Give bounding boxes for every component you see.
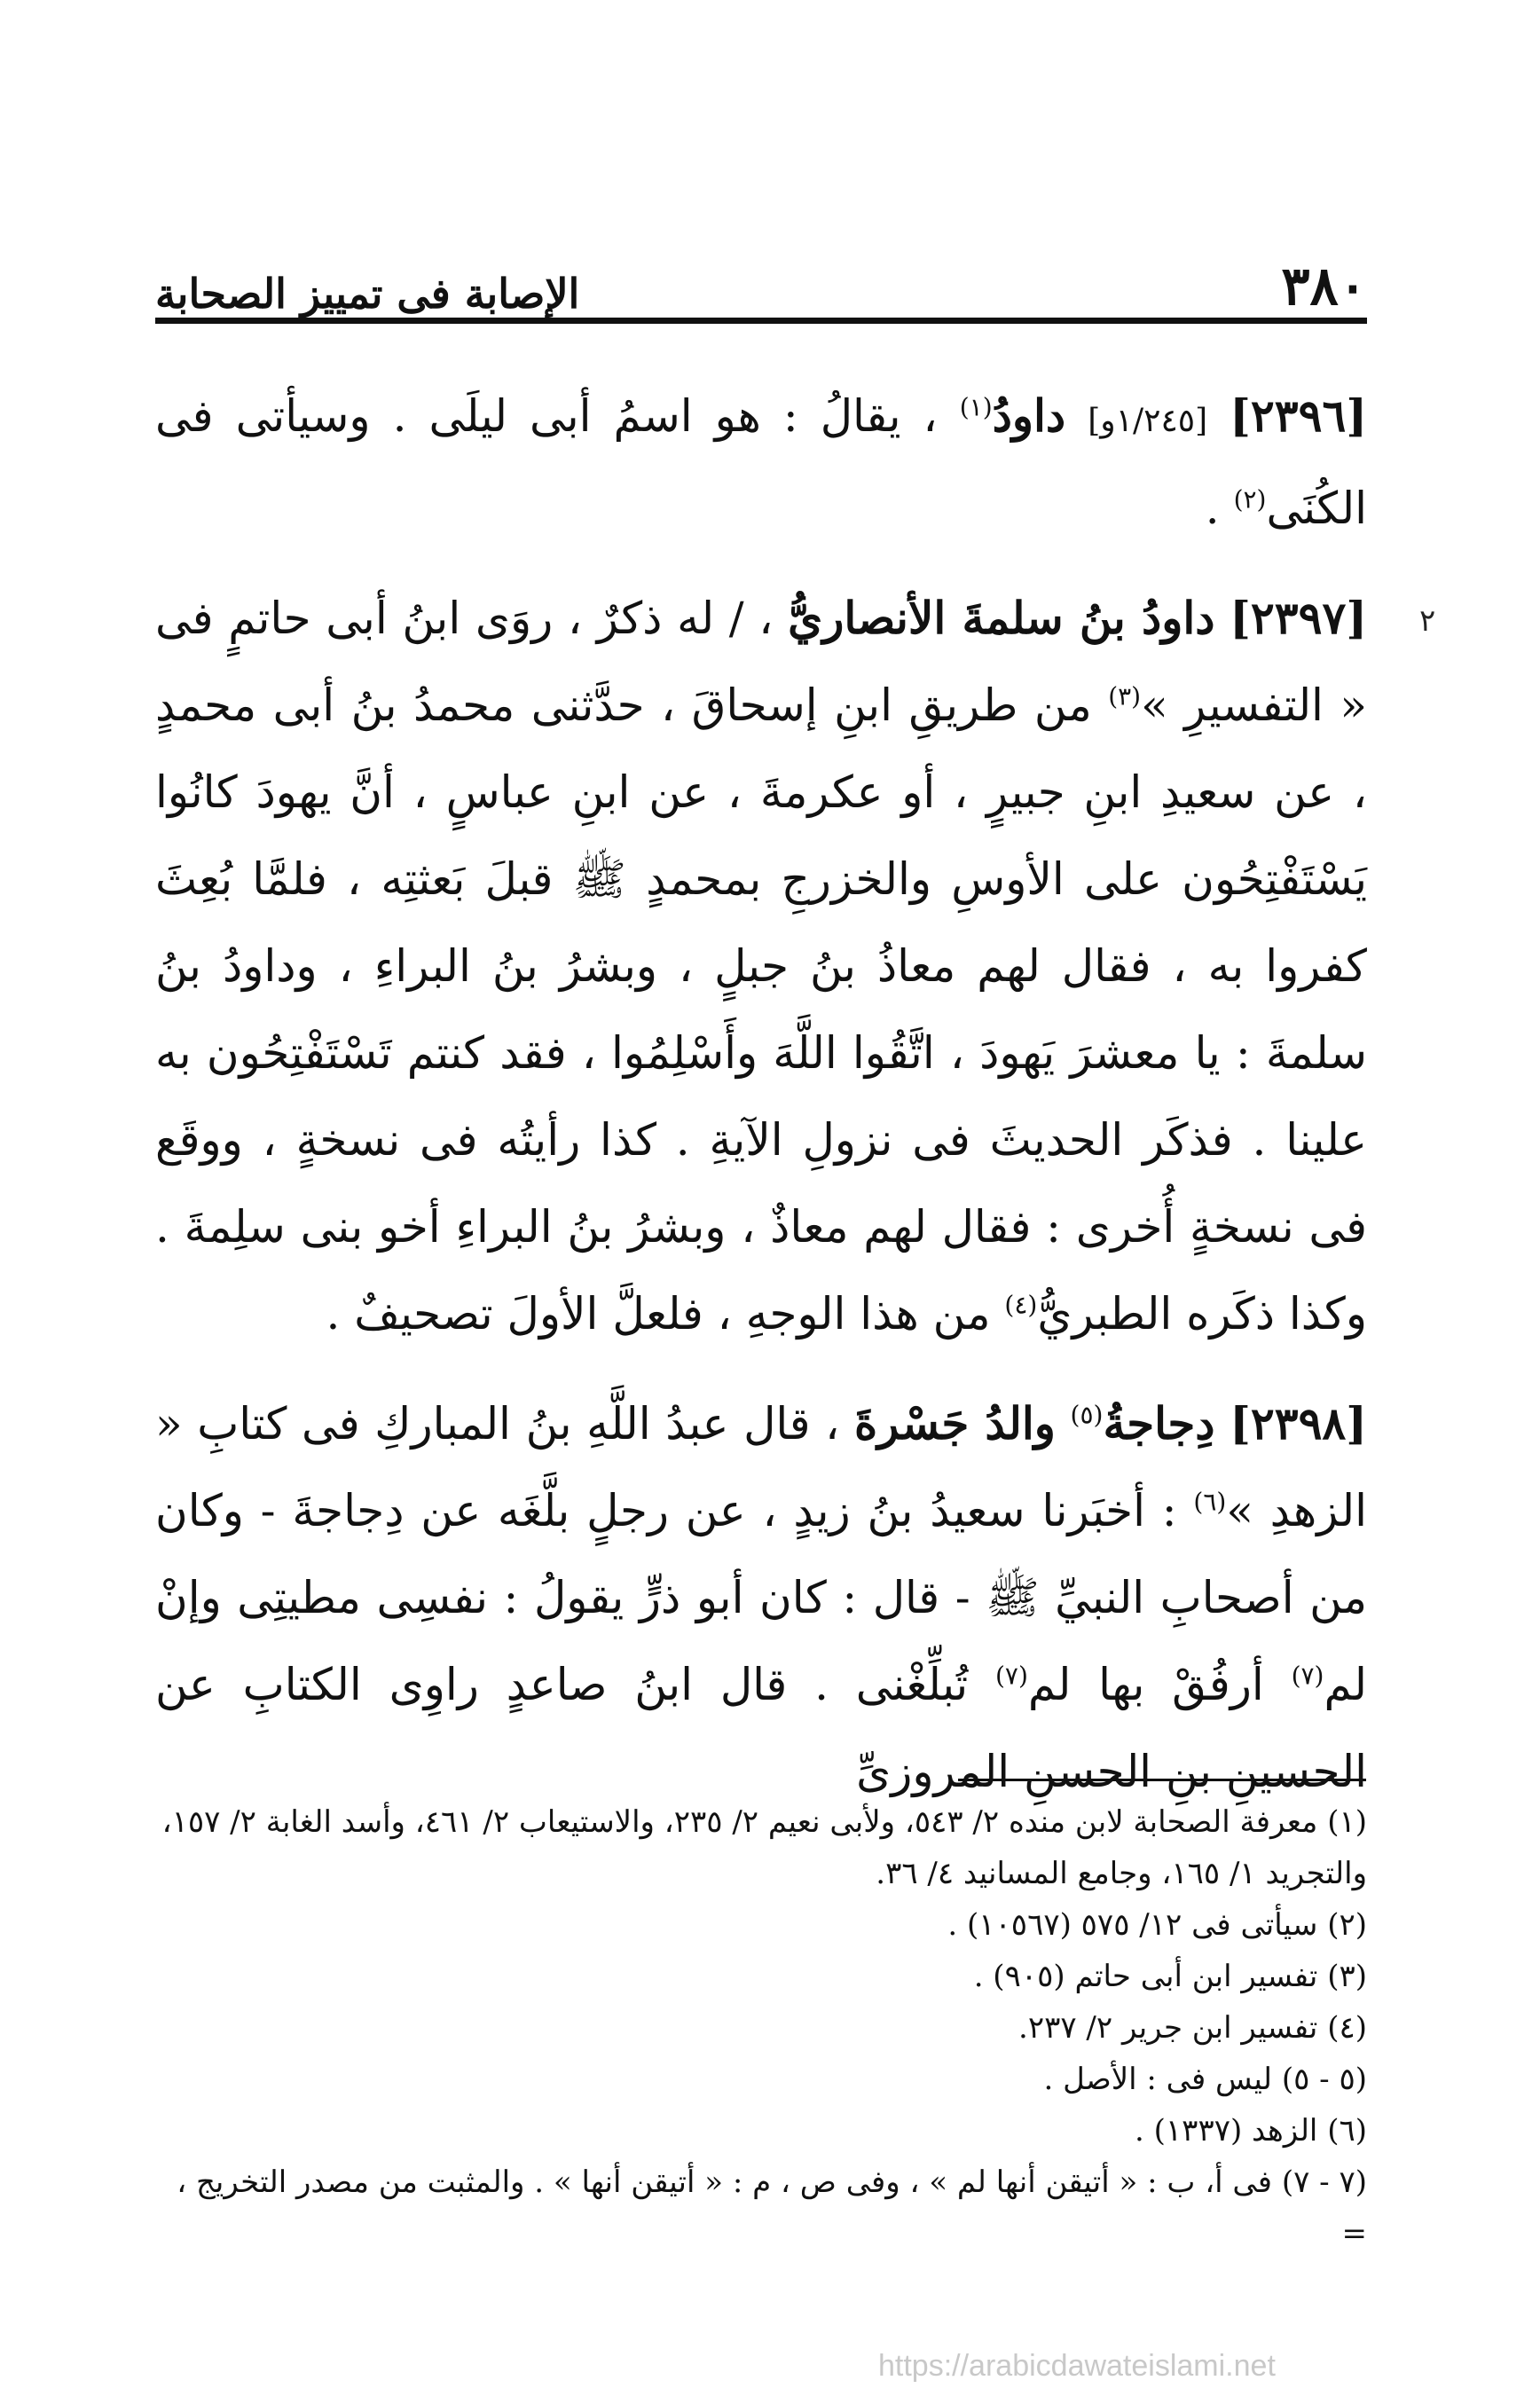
entry-2397	[155, 575, 1367, 1357]
running-title: الإصابة فى تمييز الصحابة	[155, 270, 580, 318]
entry-text: تُبلِّغْنى . قال ابنُ صاعدٍ راوِى الكتابِ عن الحسينِ بنِ الحسنِ المروزىِّ	[155, 1659, 1367, 1797]
manuscript-ref: [١/٢٤٥و]	[1088, 403, 1208, 439]
footnote-rule	[958, 1779, 1366, 1781]
footnote-4: (٤) تفسير ابن جرير ٢/ ٢٣٧.	[1018, 2010, 1367, 2046]
footnote-marker: (٣)	[1108, 681, 1142, 711]
entry-text: من هذا الوجهِ ، فلعلَّ الأولَ تصحيفٌ .	[326, 1288, 1005, 1339]
footnote-marker: (٧)	[1291, 1661, 1324, 1691]
footnote-1: (١) معرفة الصحابة لابن منده ٢/ ٥٤٣، ولأبى نعيم ٢/ ٢٣٥، والاستيعاب ٢/ ٤٦١، وأسد الغابة ٢/ ١٥٧، والتجريد ١/ ١٦٥، وجامع المسانيد ٤/ ٣٦.	[161, 1804, 1367, 1891]
footnote-marker: (١)	[959, 392, 993, 422]
footnote-marker: (٥)	[1070, 1400, 1104, 1430]
header-rule	[155, 318, 1367, 324]
footnote-3: (٣) تفسير ابن أبى حاتم (٩٠٥) .	[973, 1959, 1367, 1994]
entry-number: [٢٣٩٧]	[1230, 592, 1367, 644]
entry-number: [٢٣٩٦]	[1230, 389, 1367, 442]
entry-number: [٢٣٩٨]	[1230, 1397, 1367, 1449]
footnote-marker: (٧)	[994, 1661, 1028, 1691]
entry-name: دِجاجةُ	[1103, 1397, 1215, 1449]
entry-text: من طريقِ ابنِ إسحاقَ ، حدَّثنى محمدُ بنُ أبى محمدٍ ، عن سعيدِ ابنِ جبيرٍ ، أو عكرمةَ ، عن ابنِ عباسٍ ، أنَّ يهودَ كانُوا يَسْتَفْتِحُون على الأوسِ والخزرجِ بمحمدٍ ﷺ قبلَ بَعثتِه ، فلمَّا بُعِثَ كفروا به ، فقال لهم معاذُ بنُ جبلٍ ، وبشرُ بنُ البراءِ ، وداودُ بنُ سلمةَ : يا معشرَ يَهودَ ، اتَّقُوا اللَّهَ وأَسْلِمُوا ، فقد كنتم تَسْتَفْتِحُون به علينا . فذكَر الحديثَ فى نزولِ الآيةِ . كذا رأيتُه فى نسخةٍ ، ووقَع فى نسخةٍ أُخرى : فقال لهم معاذٌ ، وبشرُ بنُ البراءِ أخو بنى سلِمةَ . وكذا ذكَره الطبريُّ	[155, 680, 1367, 1339]
footnote-6: (٦) الزهد (١٣٣٧) .	[1135, 2113, 1367, 2149]
page-number: ٣٨٠	[1281, 255, 1367, 318]
entry-2398	[155, 1380, 1367, 1815]
footnote-5: (٥ - ٥) ليس فى : الأصل .	[1043, 2062, 1367, 2097]
main-text	[155, 373, 1367, 1838]
footnote-marker: (٦)	[1193, 1487, 1227, 1517]
watermark-url: https://arabicdawateislami.net	[878, 2349, 1276, 2383]
entry-text: ، / له ذكرٌ ، روَى ابنُ أبى حاتمٍ فى « التفسيرِ »	[155, 593, 1367, 731]
footnote-marker: (٢)	[1233, 484, 1267, 515]
footnotes	[155, 1796, 1367, 2259]
entry-text: : أخبَرنا سعيدُ بنُ زيدٍ ، عن رجلٍ بلَّغَه عن دِجاجةَ - وكان من أصحابِ النبيِّ ﷺ - قال : كان أبو ذرٍّ يقولُ : نفسِى مطيتِى وإنْ لم	[155, 1485, 1367, 1710]
entry-text: أرفُقْ بها لم	[1027, 1659, 1292, 1710]
entry-2396	[155, 373, 1367, 552]
entry-text: ، قال عبدُ اللَّهِ بنُ المباركِ فى كتابِ « الزهدِ »	[155, 1398, 1368, 1536]
page-header	[155, 238, 1367, 318]
footnote-7: (٧ - ٧) فى أ، ب : « أتيقن أنها لم » ، وفى ص ، م : « أتيقن أنها » . والمثبت من مصدر التخريج ، =	[177, 2164, 1367, 2251]
entry-text: .	[1205, 483, 1234, 534]
margin-note: ٢	[1419, 603, 1436, 639]
entry-name: داودُ	[992, 389, 1066, 442]
footnote-2: (٢) سيأتى فى ١٢/ ٥٧٥ (١٠٥٦٧) .	[947, 1907, 1367, 1943]
entry-name-2: والدُ جَسْرةَ	[853, 1397, 1056, 1449]
footnote-marker: (٤)	[1004, 1290, 1038, 1320]
entry-name: داودُ بنُ سلمةَ الأنصاريُّ	[788, 592, 1215, 644]
entry-text: ، يقالُ : هو اسمُ أبى ليلَى . وسيأتى فى الكُنَى	[155, 390, 1367, 534]
